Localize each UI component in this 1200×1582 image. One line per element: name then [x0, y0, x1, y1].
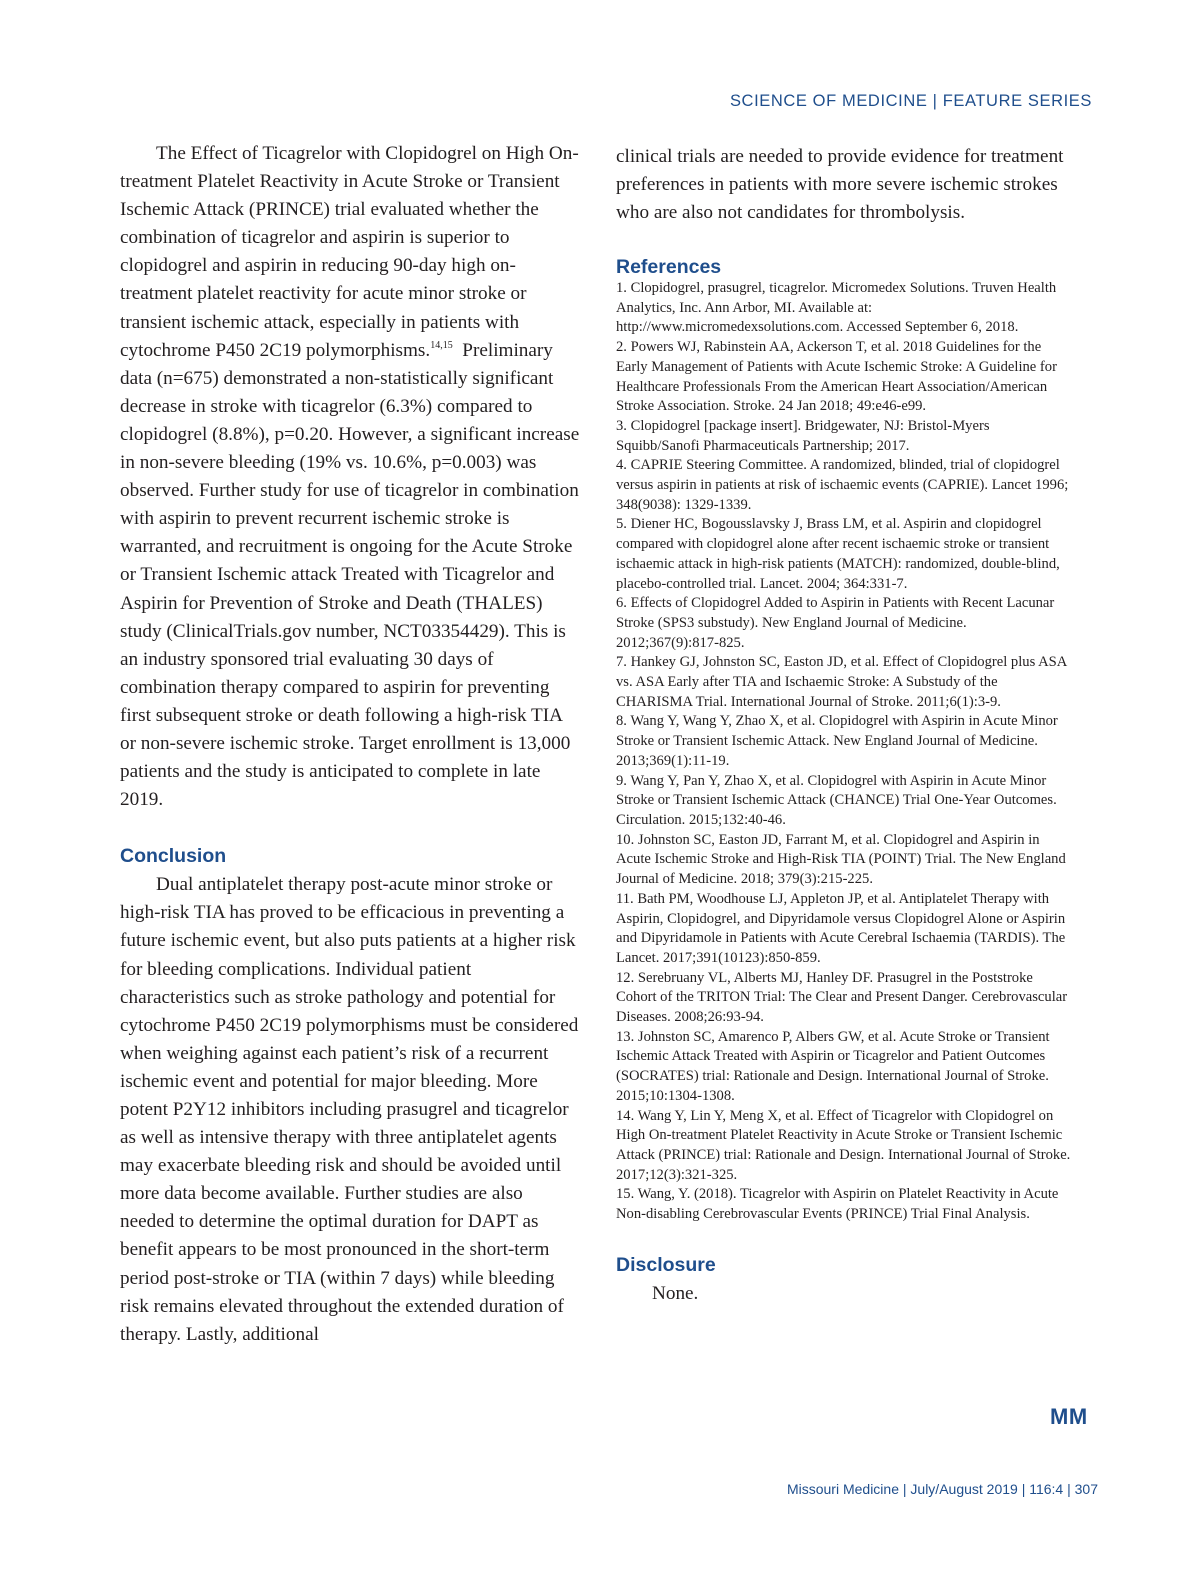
reference-item: 6. Effects of Clopidogrel Added to Aspirin in Patients with Recent Lacunar Stroke (SPS3 substudy). New England Journal of Medicine. 2012;367(9):817-825.	[616, 595, 1055, 651]
reference-item: 5. Diener HC, Bogousslavsky J, Brass LM, et al. Aspirin and clopidogrel compared with clopidogrel alone after recent ischaemic stroke or transient ischaemic attack in high-risk patients (MATCH): randomized, double-blind, placebo-controlled trial. Lancet. 2004; 364:331-7.	[616, 516, 1060, 592]
body-paragraph	[120, 140, 580, 814]
page-footer: Missouri Medicine | July/August 2019 | 116:4 | 307	[786, 1481, 1098, 1497]
reference-item: 8. Wang Y, Wang Y, Zhao X, et al. Clopidogrel with Aspirin in Acute Minor Stroke or Transient Ischemic Attack. New England Journal of Medicine. 2013;369(1):11-19.	[616, 713, 1058, 769]
continued-paragraph: clinical trials are needed to provide evidence for treatment preferences in patients with more severe ischemic strokes who are also not candidates for thrombolysis.	[616, 146, 1064, 223]
reference-item: 9. Wang Y, Pan Y, Zhao X, et al. Clopidogrel with Aspirin in Acute Minor Stroke or Transient Ischemic Attack (CHANCE) Trial One-Year Outcomes. Circulation. 2015;132:40-46.	[616, 772, 1057, 828]
reference-item: 11. Bath PM, Woodhouse LJ, Appleton JP, et al. Antiplatelet Therapy with Aspirin, Clopidogrel, and Dipyridamole versus Clopidogrel Alone or Aspirin and Dipyridamole in Patients with Acute Cerebral Ischaemia (TARDIS). The Lancet. 2017;391(10123):850-859.	[616, 890, 1066, 966]
end-mark-logo: MM	[1050, 1404, 1088, 1429]
reference-item: 10. Johnston SC, Easton JD, Farrant M, et al. Clopidogrel and Aspirin in Acute Ischemic Stroke and High-Risk TIA (POINT) Trial. The New England Journal of Medicine. 2018; 379(3):215-225.	[616, 831, 1066, 888]
citation-superscript: 14,15	[430, 339, 453, 351]
conclusion-paragraph: Dual antiplatelet therapy post-acute minor stroke or high-risk TIA has proved to be efficacious in preventing a future ischemic event, but also puts patients at a higher risk for bleeding complications. Individual patient characteristics such as stroke pathology and potential for cytochrome P450 2C19 polymorphisms must be considered when weighing against each patient’s risk of a recurrent ischemic event and potential for major bleeding. More potent P2Y12 inhibitors including prasugrel and ticagrelor as well as intensive therapy with three antiplatelet agents may exacerbate bleeding risk and should be avoided until more data become available. Further studies are also needed to determine the optimal duration for DAPT as benefit appears to be most pronounced in the short-term period post-stroke or TIA (within 7 days) while bleeding risk remains elevated throughout the extended duration of therapy. Lastly, additional	[120, 874, 579, 1345]
disclosure-heading: Disclosure	[616, 1253, 716, 1276]
references-heading: References	[616, 256, 722, 278]
reference-item: 12. Serebruany VL, Alberts MJ, Hanley DF. Prasugrel in the Poststroke Cohort of the TRITON Trial: The Clear and Present Danger. Cerebrovascular Diseases. 2008;26:93-94.	[616, 969, 1068, 1026]
reference-item: 4. CAPRIE Steering Committee. A randomized, blinded, trial of clopidogrel versus aspirin in patients at risk of ischaemic events (CAPRIE). Lancet 1996; 348(9038): 1329-1339.	[616, 457, 1069, 513]
left-column	[120, 140, 580, 1349]
reference-item: 2. Powers WJ, Rabinstein AA, Ackerson T, et al. 2018 Guidelines for the Early Management of Patients with Acute Ischemic Stroke: A Guideline for Healthcare Professionals From the American Heart Association/American Stroke Association. Stroke. 24 Jan 2018; 49:e46-e99.	[616, 339, 1057, 415]
paragraph-text-continued: Preliminary data (n=675) demonstrated a non-statistically significant decrease in stroke with ticagrelor (6.3%) compared to clopidogrel (8.8%), p=0.20. However, a significant increase in non-severe bleeding (19% vs. 10.6%, p=0.003) was observed. Further study for use of ticagrelor in combination with aspirin to prevent recurrent ischemic stroke is warranted, and recruitment is ongoing for the Acute Stroke or Transient Ischemic attack Treated with Ticagrelor and Aspirin for Prevention of Stroke and Death (THALES) study (ClinicalTrials.gov number, NCT03354429). This is an industry sponsored trial evaluating 30 days of combination therapy compared to aspirin for preventing first subsequent stroke or death following a high-risk TIA or non-severe ischemic stroke. Target enrollment is 13,000 patients and the study is anticipated to complete in late 2019.	[120, 339, 580, 811]
right-column	[616, 143, 1071, 1307]
references-list	[616, 279, 1071, 1225]
reference-item: 15. Wang, Y. (2018). Ticagrelor with Aspirin on Platelet Reactivity in Acute Non-disabling Cerebrovascular Events (PRINCE) Trial Final Analysis.	[616, 1186, 1059, 1223]
paragraph-text: The Effect of Ticagrelor with Clopidogrel on High On-treatment Platelet Reactivity in Acute Stroke or Transient Ischemic Attack (PRINCE) trial evaluated whether the combination of ticagrelor and aspirin is superior to clopidogrel and aspirin in reducing 90-day high on-treatment platelet reactivity for acute minor stroke or transient ischemic attack, especially in patients with cytochrome P450 2C19 polymorphisms.	[120, 143, 579, 361]
running-header: SCIENCE OF MEDICINE | FEATURE SERIES	[729, 92, 1092, 110]
disclosure-text: None.	[652, 1282, 699, 1304]
reference-item: 13. Johnston SC, Amarenco P, Albers GW, et al. Acute Stroke or Transient Ischemic Attack Treated with Aspirin or Ticagrelor and Patient Outcomes (SOCRATES) trial: Rationale and Design. International Journal of Stroke. 2015;10:1304-1308.	[616, 1028, 1050, 1104]
conclusion-heading: Conclusion	[120, 845, 227, 868]
reference-item: 1. Clopidogrel, prasugrel, ticagrelor. Micromedex Solutions. Truven Health Analytics, Inc. Ann Arbor, MI. Available at: http://www.micromedexsolutions.com. Accessed September 6, 2018.	[616, 280, 1057, 336]
reference-item: 3. Clopidogrel [package insert]. Bridgewater, NJ: Bristol-Myers Squibb/Sanofi Pharmaceuticals Partnership; 2017.	[616, 417, 990, 454]
reference-item: 14. Wang Y, Lin Y, Meng X, et al. Effect of Ticagrelor with Clopidogrel on High On-treatment Platelet Reactivity in Acute Stroke or Transient Ischemic Attack (PRINCE) trial: Rationale and Design. International Journal of Stroke. 2017;12(3):321-325.	[616, 1107, 1071, 1183]
reference-item: 7. Hankey GJ, Johnston SC, Easton JD, et al. Effect of Clopidogrel plus ASA vs. ASA Early after TIA and Ischaemic Stroke: A Substudy of the CHARISMA Trial. International Journal of Stroke. 2011;6(1):3-9.	[616, 654, 1067, 710]
